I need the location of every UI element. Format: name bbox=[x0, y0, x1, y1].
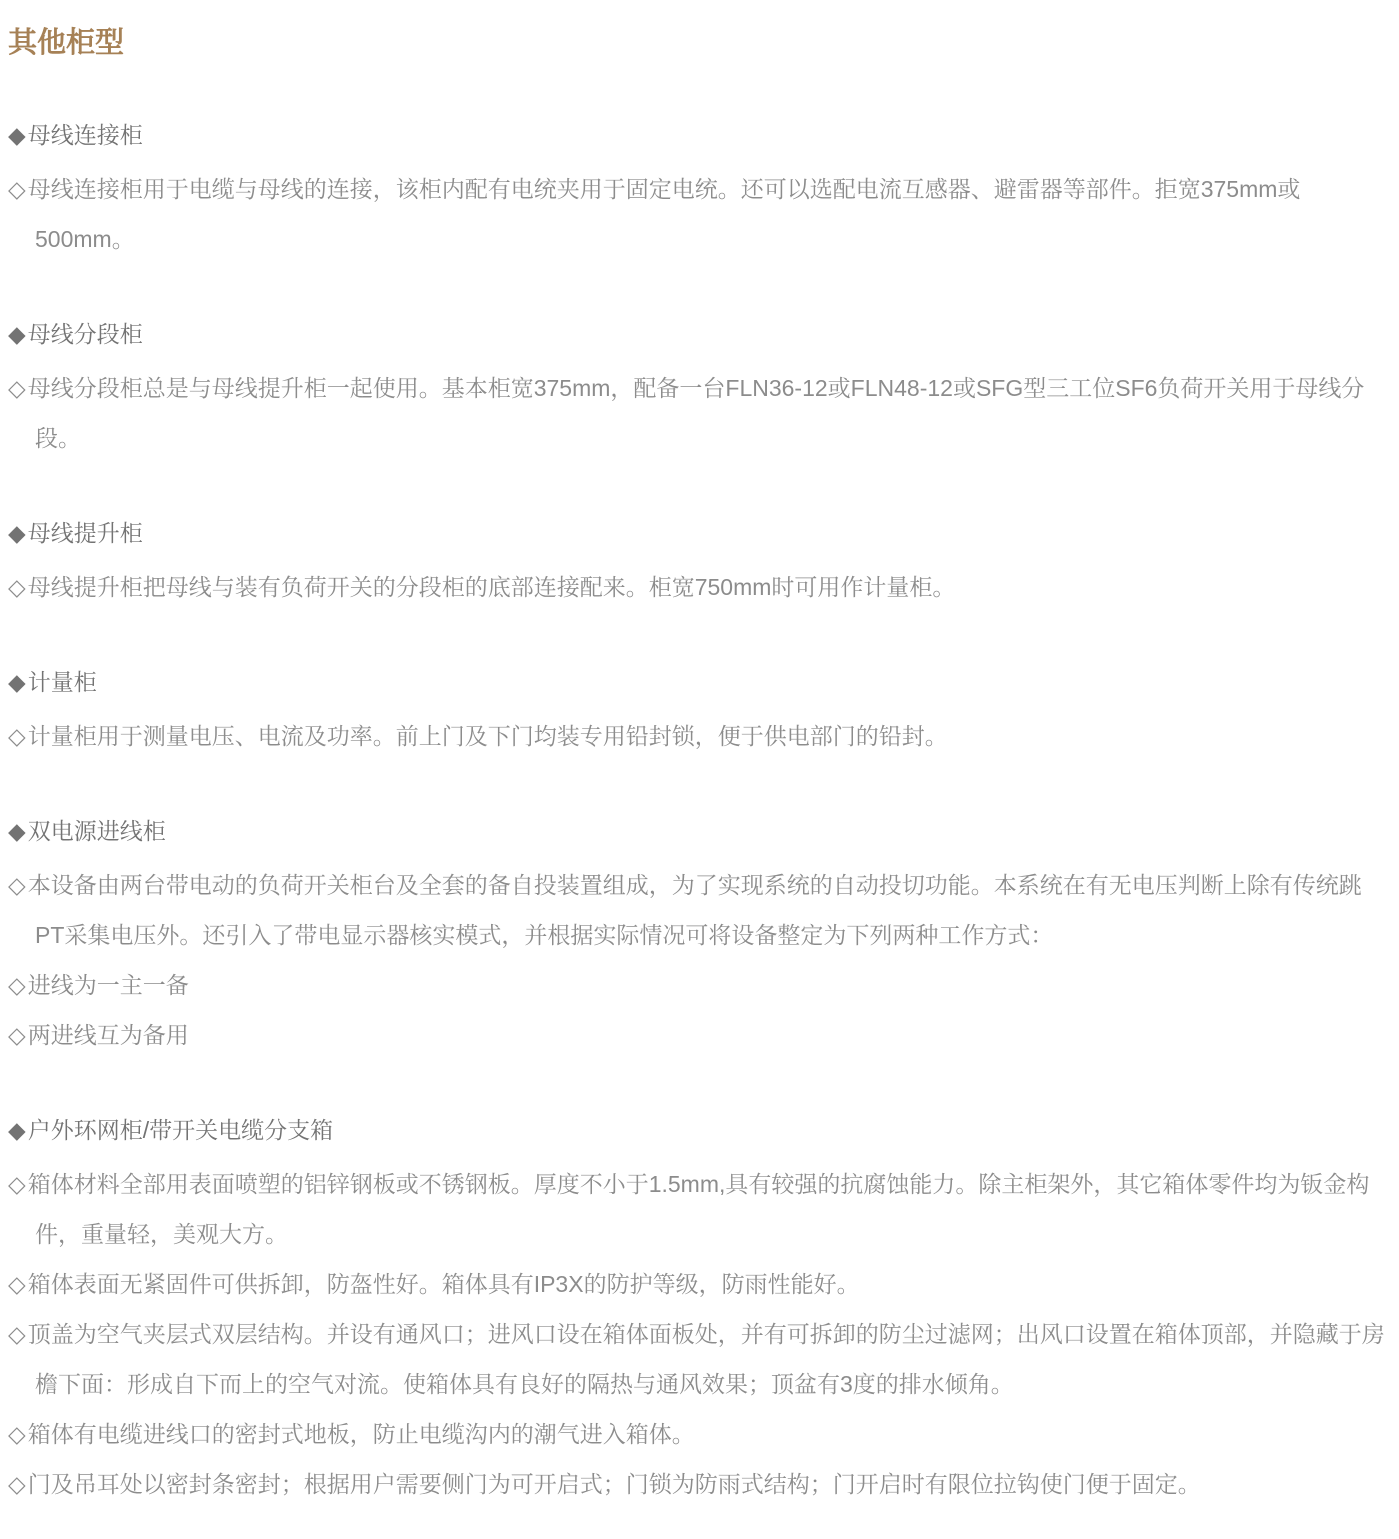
spec-item-text: 门及吊耳处以密封条密封；根据用户需要侧门为可开启式；门锁为防雨式结构；门开启时有限位拉钩使门便于固定。 bbox=[27, 1471, 1201, 1497]
spec-item-text: 顶盖为空气夹层式双层结构。并设有通风口；进风口设在箱体面板处，并有可拆卸的防尘过滤网；出风口设置在箱体顶部，并隐藏于房檐下面：形成自下而上的空气对流。使箱体具有良好的隔热与通风效果；顶盆有3度的排水倾角。 bbox=[27, 1321, 1385, 1397]
section-heading: 母线分段柜 bbox=[27, 321, 143, 347]
spec-item-text: 母线提升柜把母线与装有负荷开关的分段柜的底部连接配来。柜宽750mm时可用作计量柜。 bbox=[27, 574, 956, 600]
spec-item bbox=[8, 562, 1390, 612]
spec-item bbox=[8, 363, 1390, 463]
spec-item bbox=[8, 711, 1390, 761]
hollow-diamond-icon: ◇ bbox=[8, 872, 26, 898]
spec-item-text: 母线分段柜总是与母线提升柜一起使用。基本柜宽375mm，配备一台FLN36-12或FLN48-12或SFG型三工位SF6负荷开关用于母线分段。 bbox=[27, 375, 1365, 451]
section bbox=[8, 1105, 1390, 1509]
hollow-diamond-icon: ◇ bbox=[8, 1321, 26, 1347]
spec-item bbox=[8, 1459, 1390, 1509]
hollow-diamond-icon: ◇ bbox=[8, 1171, 26, 1197]
spec-item bbox=[8, 860, 1390, 960]
hollow-diamond-icon: ◇ bbox=[8, 176, 26, 202]
filled-diamond-icon: ◆ bbox=[8, 818, 26, 844]
spec-item-text: 箱体有电缆进线口的密封式地板，防止电缆沟内的潮气进入箱体。 bbox=[27, 1421, 695, 1447]
section bbox=[8, 508, 1390, 612]
section-heading-row bbox=[8, 657, 1390, 707]
section-heading-row bbox=[8, 806, 1390, 856]
spec-item-text: 箱体表面无紧固件可供拆卸，防盔性好。箱体具有IP3X的防护等级，防雨性能好。 bbox=[27, 1271, 860, 1297]
section-heading-row bbox=[8, 508, 1390, 558]
section-heading: 母线连接柜 bbox=[27, 122, 143, 148]
section bbox=[8, 110, 1390, 264]
filled-diamond-icon: ◆ bbox=[8, 1117, 26, 1143]
spec-item-text: 母线连接柜用于电缆与母线的连接，该柜内配有电统夹用于固定电统。还可以选配电流互感器、避雷器等部件。拒宽375mm或500mm。 bbox=[27, 176, 1301, 252]
spec-item bbox=[8, 960, 1390, 1010]
spec-item-text: 箱体材料全部用表面喷塑的铝锌钢板或不锈钢板。厚度不小于1.5mm,具有较强的抗腐蚀能力。除主柜架外，其它箱体零件均为钣金构件，重量轻，美观大方。 bbox=[27, 1171, 1370, 1247]
section-items bbox=[8, 860, 1390, 1060]
section bbox=[8, 657, 1390, 761]
section bbox=[8, 309, 1390, 463]
spec-item bbox=[8, 1409, 1390, 1459]
spec-item bbox=[8, 164, 1390, 264]
section-items bbox=[8, 562, 1390, 612]
section-heading-row bbox=[8, 1105, 1390, 1155]
spec-item-text: 计量柜用于测量电压、电流及功率。前上门及下门均装专用铅封锁，便于供电部门的铅封。 bbox=[27, 723, 948, 749]
section-items bbox=[8, 164, 1390, 264]
section-items bbox=[8, 1159, 1390, 1509]
page-title: 其他柜型 bbox=[8, 27, 125, 59]
section-heading: 户外环网柜/带开关电缆分支箱 bbox=[27, 1117, 334, 1143]
section-heading-row bbox=[8, 309, 1390, 359]
spec-item-text: 两进线互为备用 bbox=[27, 1022, 189, 1048]
section-heading: 母线提升柜 bbox=[27, 520, 143, 546]
filled-diamond-icon: ◆ bbox=[8, 321, 26, 347]
hollow-diamond-icon: ◇ bbox=[8, 375, 26, 401]
hollow-diamond-icon: ◇ bbox=[8, 723, 26, 749]
spec-item-text: 进线为一主一备 bbox=[27, 972, 189, 998]
hollow-diamond-icon: ◇ bbox=[8, 1022, 26, 1048]
spec-item bbox=[8, 1259, 1390, 1309]
hollow-diamond-icon: ◇ bbox=[8, 574, 26, 600]
hollow-diamond-icon: ◇ bbox=[8, 972, 26, 998]
spec-item bbox=[8, 1159, 1390, 1259]
section-items bbox=[8, 363, 1390, 463]
spec-item-text: 本设备由两台带电动的负荷开关柜台及全套的备自投装置组成，为了实现系统的自动投切功能。本系统在有无电压判断上除有传统跳PT采集电压外。还引入了带电显示器核实模式，并根据实际情况可将设备整定为下列两种工作方式： bbox=[27, 872, 1362, 948]
spec-item bbox=[8, 1309, 1390, 1409]
content bbox=[8, 110, 1390, 1509]
filled-diamond-icon: ◆ bbox=[8, 122, 26, 148]
section-items bbox=[8, 711, 1390, 761]
filled-diamond-icon: ◆ bbox=[8, 669, 26, 695]
filled-diamond-icon: ◆ bbox=[8, 520, 26, 546]
section-heading: 双电源进线柜 bbox=[27, 818, 166, 844]
section bbox=[8, 806, 1390, 1060]
section-heading: 计量柜 bbox=[27, 669, 97, 695]
hollow-diamond-icon: ◇ bbox=[8, 1421, 26, 1447]
hollow-diamond-icon: ◇ bbox=[8, 1471, 26, 1497]
hollow-diamond-icon: ◇ bbox=[8, 1271, 26, 1297]
section-heading-row bbox=[8, 110, 1390, 160]
spec-item bbox=[8, 1010, 1390, 1060]
